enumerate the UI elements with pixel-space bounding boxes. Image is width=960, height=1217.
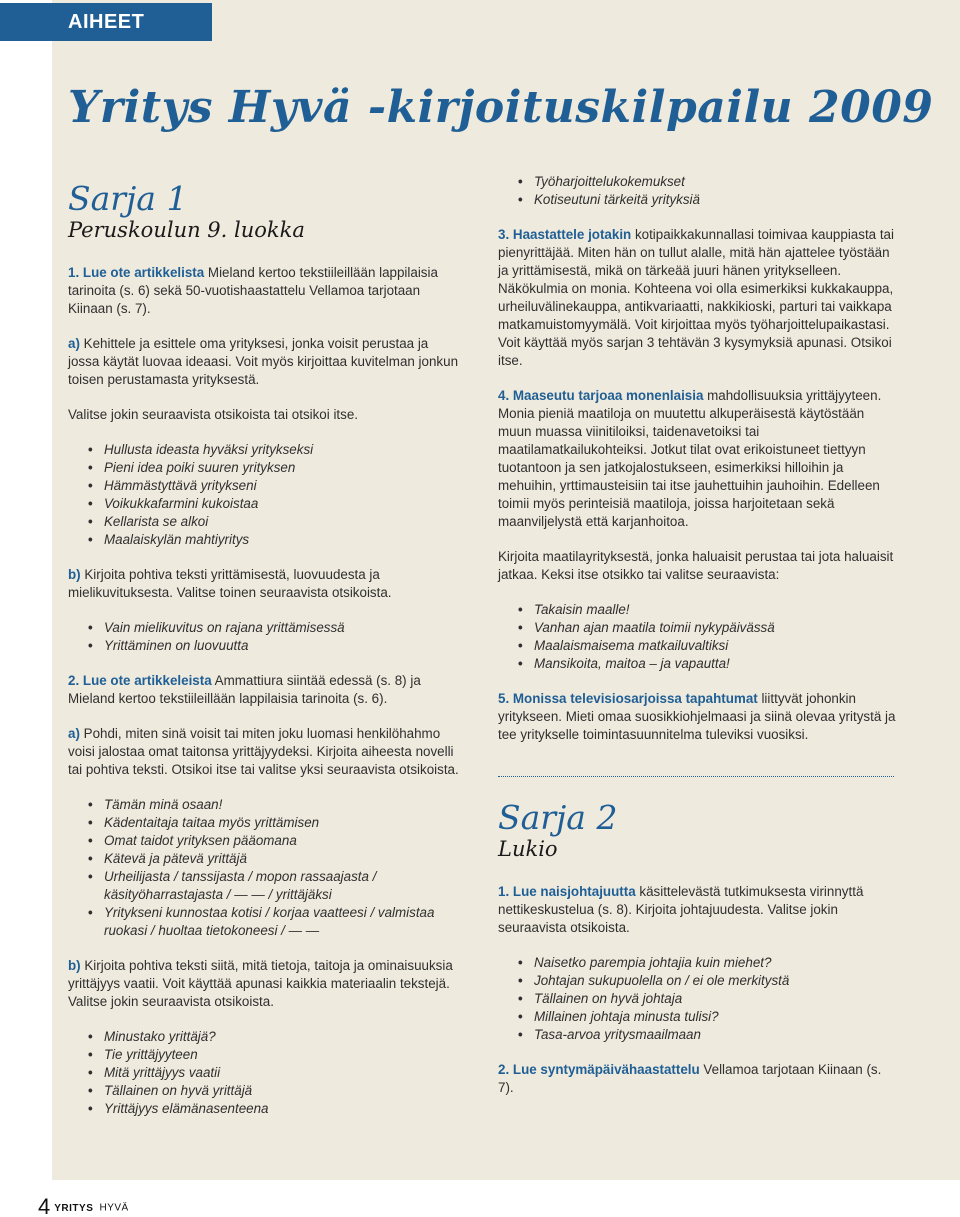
task-1-text: Mieland kertoo tekstiileillään lappilaisia tarinoita (s. 6) sekä 50-vuotishaastattelu Vellamoa tarjotaan Kiinaan (s. 7). — [68, 265, 438, 316]
list-item: • Mansikoita, maitoa – ja vapautta! — [520, 655, 898, 673]
list-item: • Kätevä ja pätevä yrittäjä — [90, 850, 460, 868]
list-item: • Pieni idea poiki suuren yrityksen — [90, 459, 460, 477]
series-2-task-1 — [498, 883, 898, 937]
page-footer — [38, 1194, 129, 1217]
list-item: • Omat taidot yrityksen pääomana — [90, 832, 460, 850]
task-4 — [498, 387, 898, 531]
list-item: • Johtajan sukupuolella on / ei ole merkitystä — [520, 972, 898, 990]
task-1b — [68, 566, 460, 602]
list-item: • Mitä yrittäjyys vaatii — [90, 1064, 460, 1082]
list-item: • Voikukkafarmini kukoistaa — [90, 495, 460, 513]
task-2b — [68, 957, 460, 1011]
task-1a-text: Kehittele ja esittele oma yrityksesi, jonka voisit perustaa ja jossa käytät luovaa ideaasi. Voit myös kirjoittaa kuvitelman jonkun toisen perustamasta yrityksestä. — [68, 336, 459, 387]
task-2b-text: Kirjoita pohtiva teksti siitä, mitä tietoja, taitoja ja ominaisuuksia yrittäjyys vaatii. Voit käyttää apunasi kaikkia materiaalin tekstejä. Valitse jokin seuraavista otsikoista. — [68, 958, 453, 1009]
series-2-task-2 — [498, 1061, 898, 1097]
list-item: • Tämän minä osaan! — [90, 796, 460, 814]
series-2-task-1-text: käsittelevästä tutkimuksesta virinnyttä nettikeskustelua (s. 8). Kirjoita johtajuudesta. Valitse jokin seuraavista otsikoista. — [498, 884, 864, 935]
list-item: • Hullusta ideasta hyväksi yritykseksi — [90, 441, 460, 459]
list-item: • Takaisin maalle! — [520, 601, 898, 619]
task-5-number: 5. — [498, 691, 510, 706]
list-item: • Yrittäminen on luovuutta — [90, 637, 460, 655]
series-2-title: Sarja 2 — [498, 798, 618, 837]
series-2-task-2-text: Vellamoa tarjotaan Kiinaan (s. 7). — [498, 1062, 882, 1095]
continued-bullet-list — [520, 173, 898, 209]
task-1b-label: b) — [68, 567, 81, 582]
task-4-lead: Maaseutu tarjoaa monenlaisia — [509, 388, 704, 403]
task-2-number: 2. Lue ote artikkeleista — [68, 673, 212, 688]
list-item: • Kotiseutuni tärkeitä yrityksiä — [520, 191, 898, 209]
task-1-intro — [68, 264, 460, 318]
task-1b-text: Kirjoita pohtiva teksti yrittämisestä, luovuudesta ja mielikuvituksesta. Valitse toinen seuraavista otsikoista. — [68, 567, 392, 600]
task-3-text: kotipaikkakunnallasi toimivaa kauppiasta tai pienyrittäjää. Miten hän on tullut alalle, mitä hän ajattelee työstään ja yrittämisestä, mikä on tärkeää juuri hänen yritykselleen. Näkökulmia on monia. Kohteena voi olla esimerkiksi kukkakauppa, urheiluvälinekauppa, antikvariaatti, nakkikioski, parturi tai vaikkapa matkamuistomyymälä. Voit kirjoittaa myös työharjoittelupaikastasi. Voit käyttää myös sarjan 3 tehtävän 3 kysymyksiä apunasi. Otsikoi itse. — [498, 227, 894, 368]
task-3-number: 3. — [498, 227, 510, 242]
list-item: • Tasa-arvoa yritysmaailmaan — [520, 1026, 898, 1044]
task-1a-label: a) — [68, 336, 80, 351]
section-divider — [498, 776, 894, 777]
list-item: • Kädentaitaja taitaa myös yrittämisen — [90, 814, 460, 832]
task-2a-label: a) — [68, 726, 80, 741]
list-item: • Tällainen on hyvä johtaja — [520, 990, 898, 1008]
task-3 — [498, 226, 898, 370]
task-1a-bullet-list — [90, 441, 460, 549]
task-2b-bullet-list — [90, 1028, 460, 1118]
list-item: • Maalaismaisema matkailuvaltiksi — [520, 637, 898, 655]
task-2a-bullet-list — [90, 796, 460, 940]
task-2a-text: Pohdi, miten sinä voisit tai miten joku luomasi henkilöhahmo voisi jalostaa omat taitonsa yrittäjyydeksi. Kirjoita aiheesta novelli tai pohtiva teksti. Otsikoi itse tai valitse yksi seuraavista otsikoista. — [68, 726, 459, 777]
task-1b-bullet-list — [90, 619, 460, 655]
right-column — [498, 173, 898, 1114]
task-4-text: mahdollisuuksia yrittäjyyteen. Monia pieniä maatiloja on muutettu alkuperäisestä käytöstään muun muassa viinitiloiksi, taidenavetoiksi tai maatilamatkailukohteiksi. Jotkut tilat ovat erikoistuneet tiettyyn tuotantoon ja sen jatkojalostukseen, esimerkiksi hilloihin ja mehuihin, yrttimausteisiin tai itse jauhettuihin jauhoihin. Edelleen toimii myös perinteisiä maatiloja, joissa harjoitetaan sekä maanviljelystä että karjanhoitoa. — [498, 388, 882, 529]
list-item: • Työharjoittelukokemukset — [520, 173, 898, 191]
list-item: • Vain mielikuvitus on rajana yrittämisessä — [90, 619, 460, 637]
task-5 — [498, 690, 898, 744]
series-1-subtitle: Peruskoulun 9. luokka — [68, 218, 305, 242]
task-2-intro — [68, 672, 460, 708]
list-item: • Tie yrittäjyyteen — [90, 1046, 460, 1064]
task-1-choose: Valitse jokin seuraavista otsikoista tai otsikoi itse. — [68, 407, 359, 422]
list-item: • Urheilijasta / tanssijasta / mopon rassaajasta / käsityöharrastajasta / — — / yrittäjäksi — [90, 868, 460, 904]
task-1-number: 1. Lue ote artikkelista — [68, 265, 205, 280]
task-4-number: 4. — [498, 388, 510, 403]
task-2b-label: b) — [68, 958, 81, 973]
footer-brand-rest: HYVÄ — [99, 1202, 129, 1214]
list-item: • Hämmästyttävä yritykseni — [90, 477, 460, 495]
series-2-task-1-lead: Lue naisjohtajuutta — [509, 884, 636, 899]
list-item: • Millainen johtaja minusta tulisi? — [520, 1008, 898, 1026]
series-2-task-2-number: 2. — [498, 1062, 510, 1077]
task-5-lead: Monissa televisiosarjoissa tapahtumat — [509, 691, 758, 706]
list-item: • Minustako yrittäjä? — [90, 1028, 460, 1046]
list-item: • Maalaiskylän mahtiyritys — [90, 531, 460, 549]
list-item: • Tällainen on hyvä yrittäjä — [90, 1082, 460, 1100]
series-2-subtitle: Lukio — [498, 837, 558, 861]
page-number: 4 — [38, 1194, 51, 1217]
series-1-title: Sarja 1 — [68, 179, 188, 218]
series-2-task-2-lead: Lue syntymäpäivähaastattelu — [509, 1062, 700, 1077]
task-1a — [68, 335, 460, 389]
list-item: • Yrittäjyys elämänasenteena — [90, 1100, 460, 1118]
series-2-task-1-number: 1. — [498, 884, 510, 899]
task-2a — [68, 725, 460, 779]
task-4-instruction: Kirjoita maatilayrityksestä, jonka haluaisit perustaa tai jota haluaisit jatkaa. Keksi itse otsikko tai valitse seuraavista: — [498, 549, 894, 582]
section-tab: AIHEET — [0, 3, 212, 41]
list-item: • Kellarista se alkoi — [90, 513, 460, 531]
task-4-bullet-list — [520, 601, 898, 673]
task-5-text: liittyvät johonkin yritykseen. Mieti omaa suosikkiohjelmaasi ja siinä olevaa yritystä ja tee yritykselle toimintasuunnitelma tuleviksi vuosiksi. — [498, 691, 896, 742]
list-item: • Naisetko parempia johtajia kuin miehet? — [520, 954, 898, 972]
footer-brand-bold: YRITYS — [54, 1202, 94, 1214]
task-2-text: Ammattiura siintää edessä (s. 8) ja Mieland kertoo tekstiileillään lappilaisia tarinoita (s. 6). — [68, 673, 421, 706]
list-item: • Vanhan ajan maatila toimii nykypäivässä — [520, 619, 898, 637]
task-3-lead: Haastattele jotakin — [509, 227, 632, 242]
page-title: Yritys Hyvä -kirjoituskilpailu 2009 — [68, 82, 934, 133]
left-column — [68, 180, 460, 1135]
series-2-task-1-bullet-list — [520, 954, 898, 1044]
list-item: • Yritykseni kunnostaa kotisi / korjaa vaatteesi / valmistaa ruokasi / huoltaa tietokoneesi / — — — [90, 904, 460, 940]
